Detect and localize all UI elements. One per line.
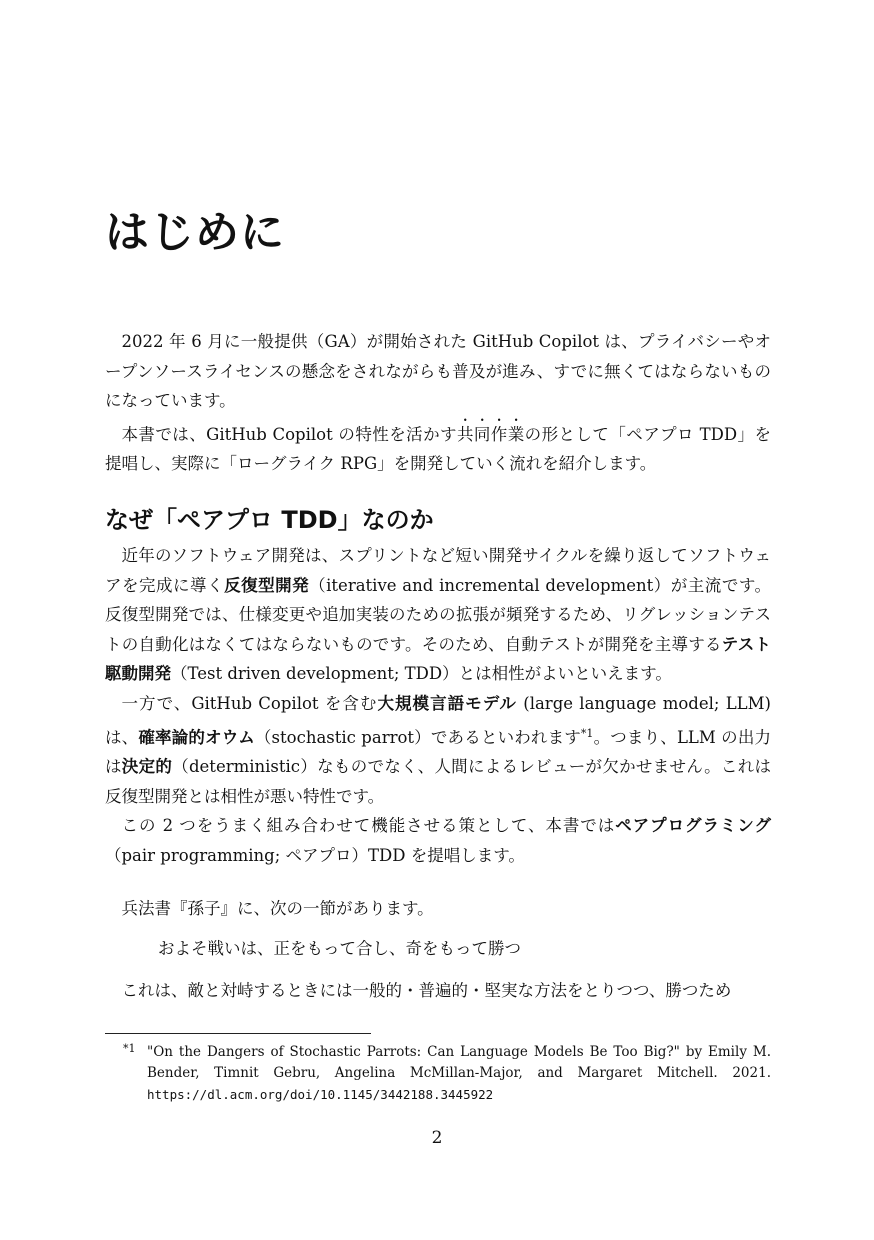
emphasis-text: 共同作業	[456, 424, 525, 444]
footnote-text: "On the Dangers of Stochastic Parrots: Can Language Models Be Too Big?" by Emily M. Bender, Timnit Gebru, Angelina McMillan-Major, and Margaret Mitchell. 2021.	[147, 1044, 771, 1081]
text-run: 一方で、GitHub Copilot を含む	[121, 693, 378, 713]
text-run: 近年のソフトウェア開発は、スプリントなど短い開発サイクルを繰り返してソフトウェアを完成に導く	[105, 546, 771, 595]
paragraph	[105, 327, 771, 416]
text-run: (large language model; LLM) は、	[105, 693, 771, 747]
quote: およそ戦いは、正をもって合し、奇をもって勝つ	[158, 939, 521, 958]
text-run: （iterative and incremental development）が主流です。反復型開発では、仕様変更や追加実装のための拡張が頻発するため、リグレッションテストの自動化はなくてはならないものです。そのため、自動テストが開発を主導する	[105, 575, 772, 654]
footnote-rule	[105, 1033, 371, 1034]
text-run: の形として「ペアプロ TDD」を提唱し、実際に「ローグライク RPG」を開発していく流れを紹介します。	[105, 424, 771, 474]
bold-term: ペアプログラミング	[615, 816, 771, 836]
footnote-url[interactable]: https://dl.acm.org/doi/10.1145/3442188.3445922	[147, 1087, 494, 1102]
text-run: 2022 年 6 月に一般提供（GA）が開始された GitHub Copilot は、プライバシーやオープンソースライセンスの懸念をされながらも普及が進み、すでに無くてはならないものになっています。	[105, 332, 771, 411]
chapter-title: はじめに	[105, 207, 285, 258]
quote-intro-block	[105, 894, 771, 924]
text-run: （pair programming; ペアプロ）TDD を提唱します。	[105, 845, 525, 865]
bold-term: 決定的	[121, 757, 173, 777]
after-quote-block	[105, 976, 771, 1006]
paragraph	[105, 416, 771, 479]
section-title: なぜ「ペアプロ TDD」なのか	[105, 506, 434, 534]
bold-term: 大規模言語モデル	[377, 693, 517, 713]
intro-paragraphs	[105, 327, 771, 479]
page-number: 2	[431, 1128, 443, 1148]
paragraph	[105, 811, 771, 870]
text-run: （Test driven development; TDD）とは相性がよいといえます。	[171, 664, 672, 684]
bold-term: 確率論的オウム	[138, 727, 255, 747]
paragraph	[105, 541, 771, 689]
text-run: 本書では、GitHub Copilot の特性を活かす	[121, 424, 457, 444]
bold-term: 反復型開発	[224, 575, 310, 595]
text-run: （deterministic）なものでなく、人間によるレビューが欠かせません。これは反復型開発とは相性が悪い特性です。	[105, 757, 771, 806]
after-quote: これは、敵と対峙するときには一般的・普遍的・堅実な方法をとりつつ、勝つため	[121, 981, 732, 1000]
text-run: 。つまり、LLM の出力は	[105, 727, 772, 777]
section-paragraphs	[105, 541, 771, 871]
text-run: （stochastic parrot）であるといわれます	[254, 727, 581, 747]
footnote	[123, 1042, 771, 1106]
quote-intro: 兵法書『孫子』に、次の一節があります。	[121, 899, 434, 918]
text-run: この 2 つをうまく組み合わせて機能させる策として、本書では	[121, 816, 616, 836]
footnote-ref[interactable]: *1	[580, 726, 594, 740]
paragraph	[105, 689, 771, 811]
footnote-mark: *1	[123, 1042, 136, 1055]
bold-term: テスト駆動開発	[105, 634, 771, 684]
